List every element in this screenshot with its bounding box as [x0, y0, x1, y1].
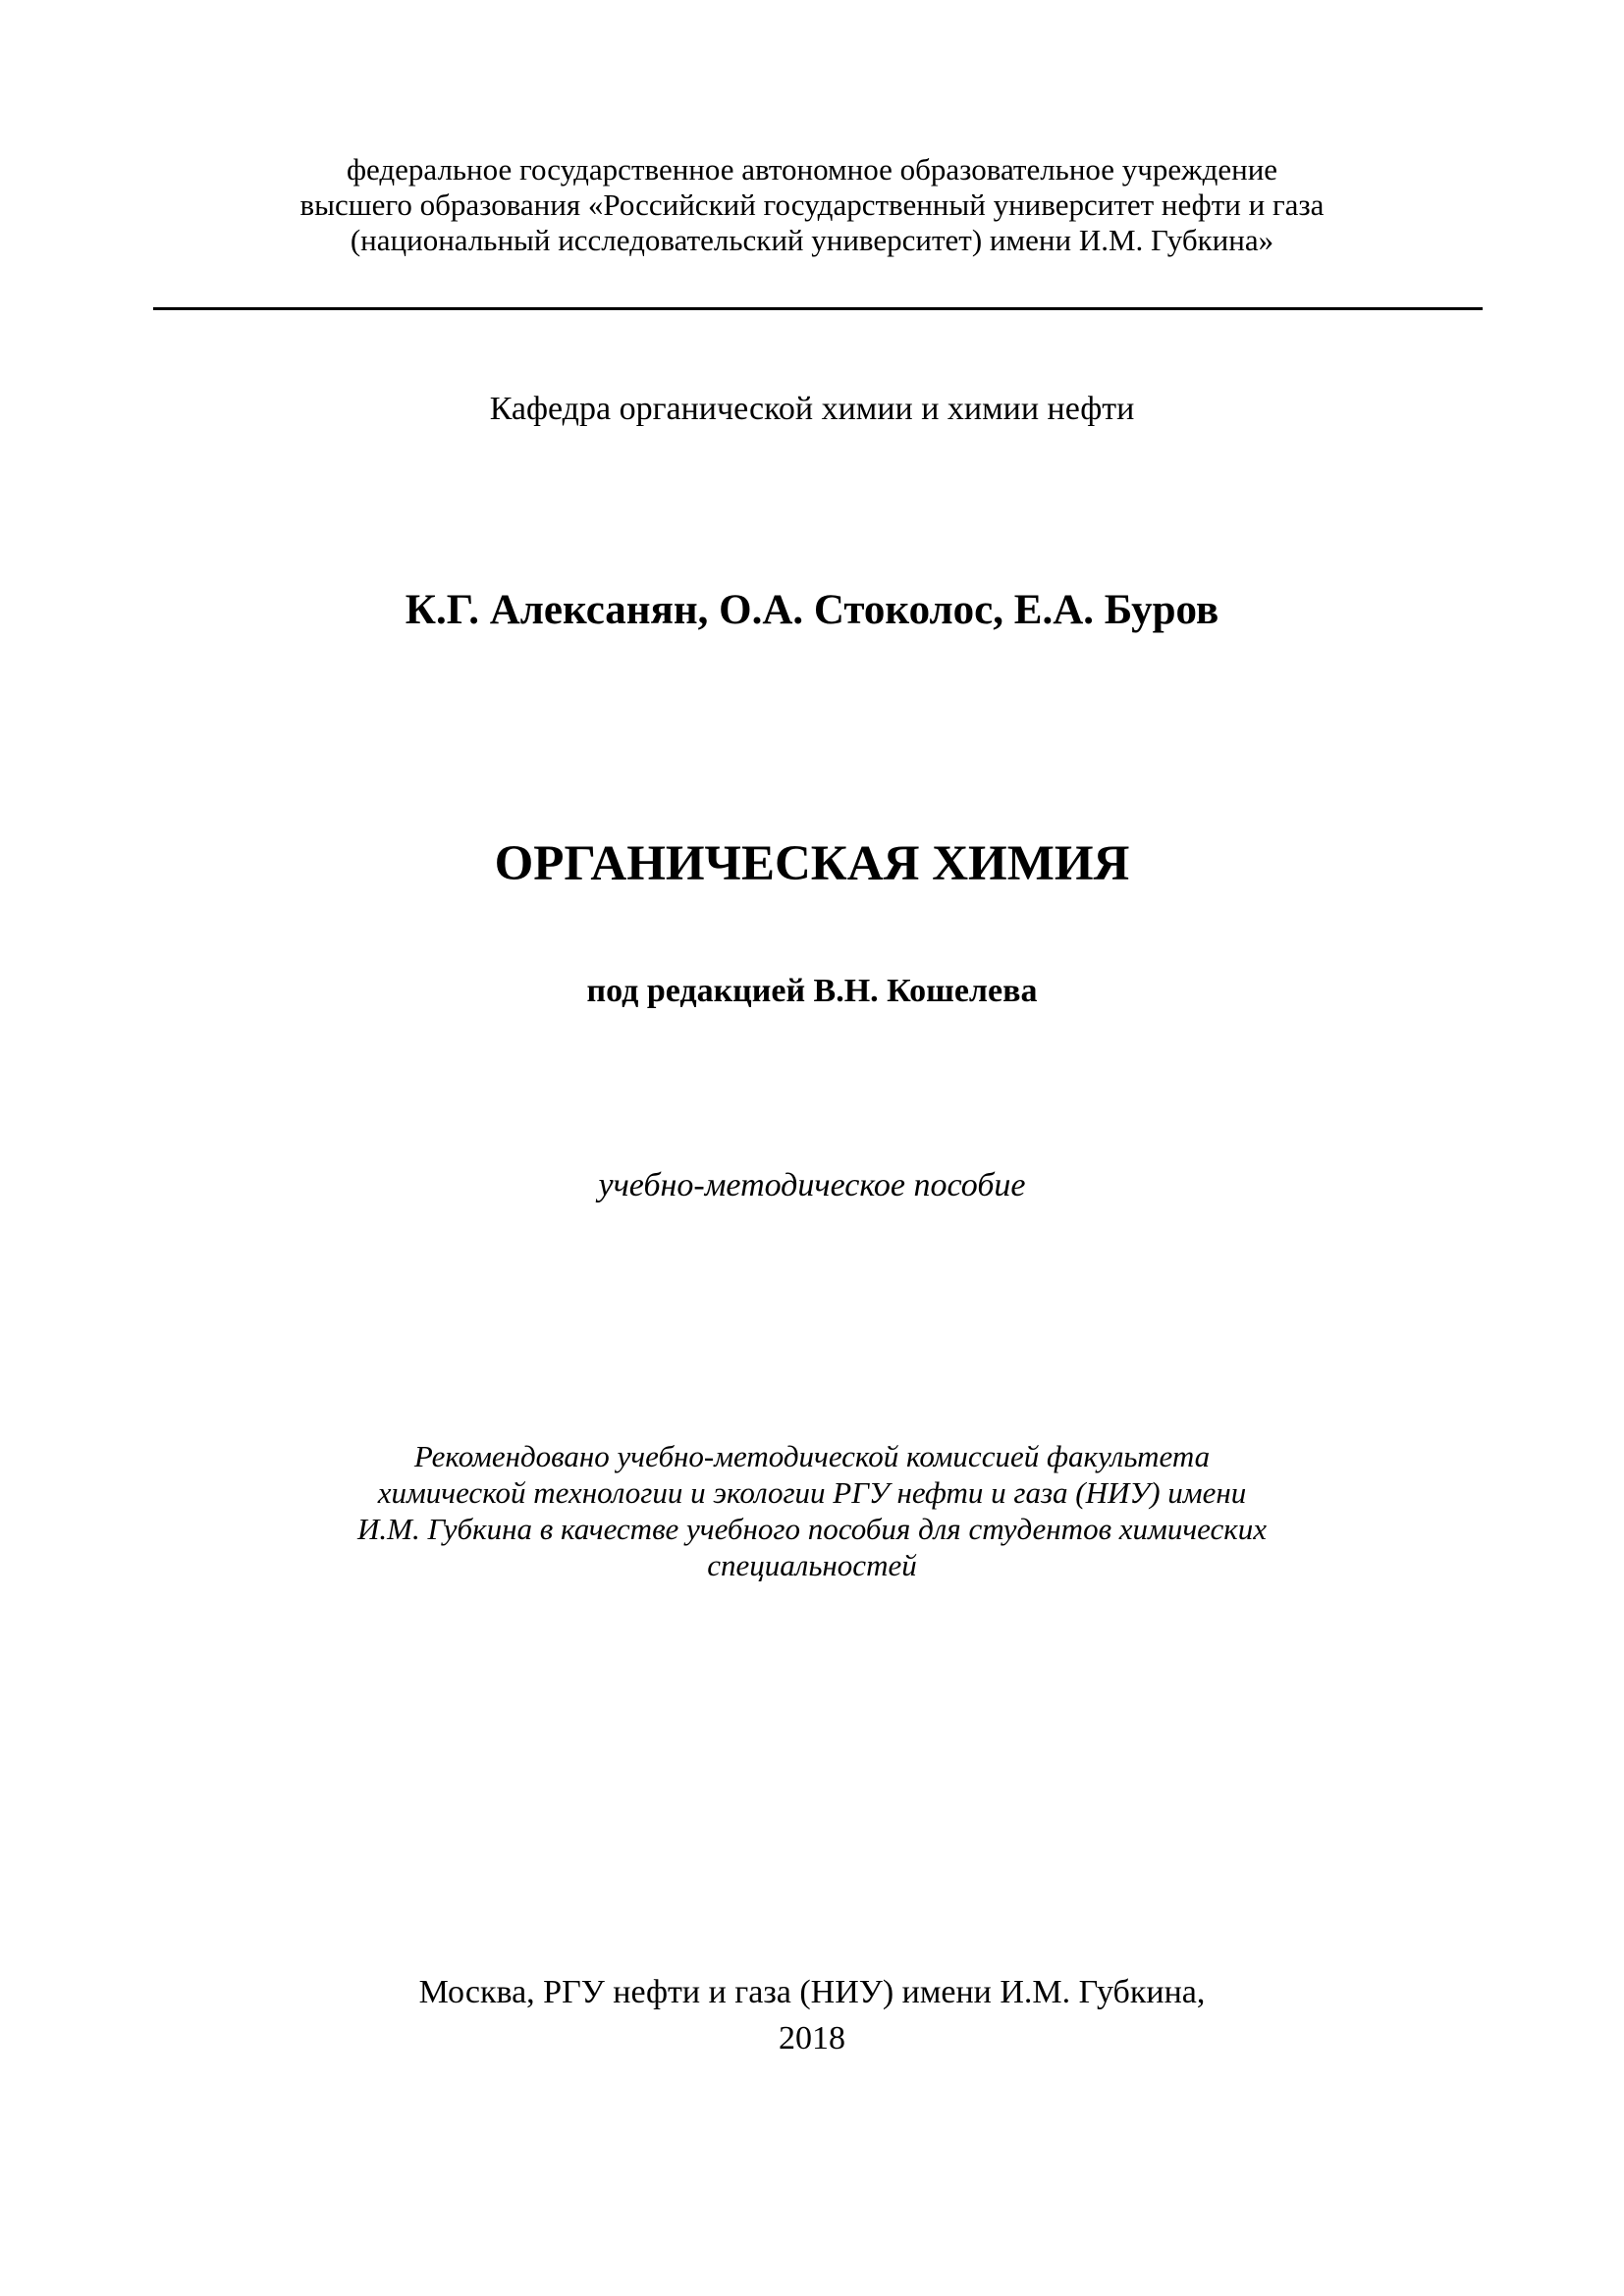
editor-credit: под редакцией В.Н. Кошелева [586, 973, 1038, 1009]
authors: К.Г. Алексанян, О.А. Стоколос, Е.А. Буров [405, 587, 1219, 633]
department-name: Кафедра органической химии и химии нефти [489, 391, 1135, 427]
publisher-place: Москва, РГУ нефти и газа (НИУ) имени И.М. Губкина, [418, 1974, 1206, 2010]
publisher-imprint [0, 1969, 1624, 2061]
recommendation-line: И.М. Губкина в качестве учебного пособия для студентов химических [357, 1512, 1267, 1546]
institution-line: (национальный исследовательский университет) имени И.М. Губкина» [350, 223, 1274, 257]
recommendation-note [0, 1438, 1624, 1583]
institution-header [0, 152, 1624, 258]
recommendation-line: Рекомендовано учебно-методической комиссией факультета [413, 1439, 1211, 1473]
recommendation-line: специальностей [707, 1548, 917, 1582]
institution-line: высшего образования «Российский государственный университет нефти и газа [299, 187, 1325, 222]
header-divider [153, 307, 1483, 310]
publication-year: 2018 [779, 2020, 845, 2056]
book-title: ОРГАНИЧЕСКАЯ ХИМИЯ [494, 836, 1130, 891]
recommendation-line: химической технологии и экологии РГУ нефти и газа (НИУ) имени [377, 1475, 1247, 1510]
institution-line: федеральное государственное автономное образовательное учреждение [346, 152, 1278, 187]
document-type: учебно-методическое пособие [598, 1167, 1026, 1203]
